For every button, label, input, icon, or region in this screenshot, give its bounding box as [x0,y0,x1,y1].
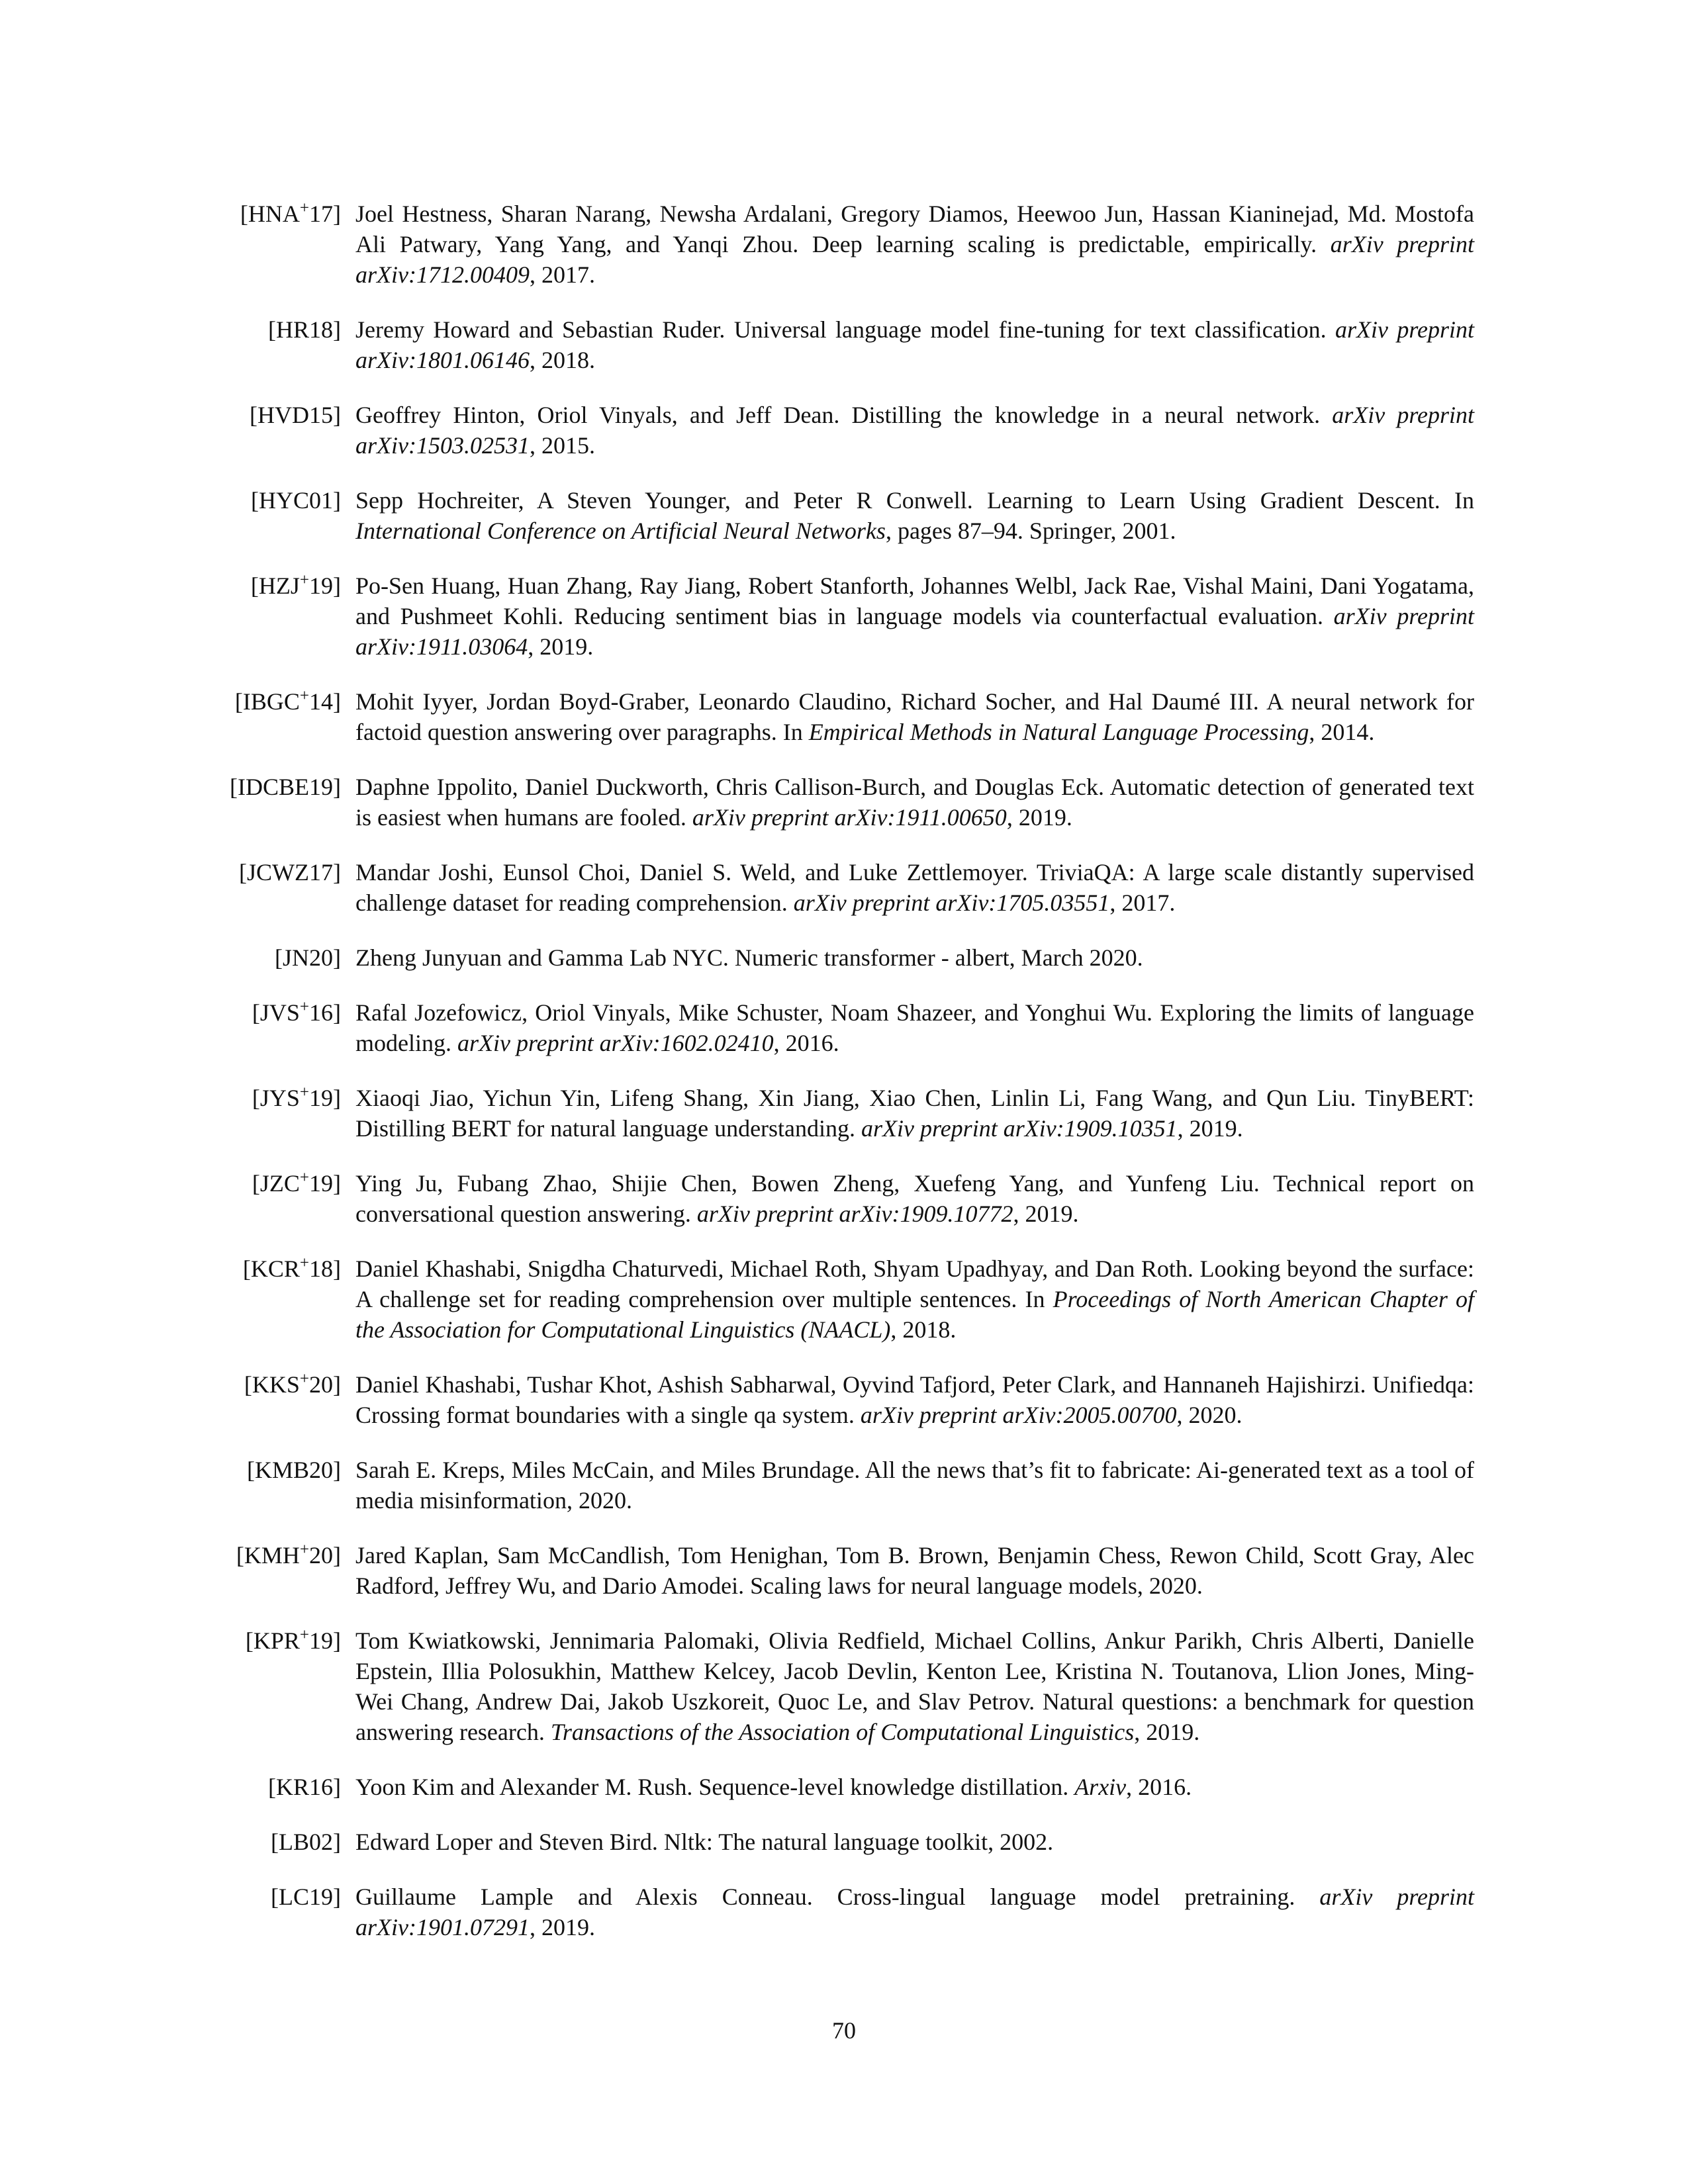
citation-key: [IDCBE19] [230,774,341,800]
reference-entry [0,857,1688,918]
reference-text: Sepp Hochreiter, A Steven Younger, and Peter R Conwell. Learning to Learn Using Gradient Descent. In International Conference on Artificial Neural Networks, pages 87–94. Springer, 2001. [355,487,1474,544]
bibliography [0,199,1688,1967]
citation-key: [KKS+20] [244,1370,341,1398]
reference-entry [0,400,1688,461]
reference-text: Daphne Ippolito, Daniel Duckworth, Chris Callison-Burch, and Douglas Eck. Automatic detection of generated text is easiest when humans are fooled. arXiv preprint arXiv:1911.00650, 2019. [355,774,1474,831]
reference-venue: arXiv preprint arXiv:1911.03064 [355,603,1474,660]
citation-key: [JCWZ17] [239,859,341,886]
reference-entry [0,570,1688,662]
reference-venue: Empirical Methods in Natural Language Processing [808,719,1309,745]
reference-venue: arXiv preprint arXiv:1705.03551 [793,889,1110,916]
reference-text: Mandar Joshi, Eunsol Choi, Daniel S. Weld, and Luke Zettlemoyer. TriviaQA: A large scale distantly supervised challenge dataset for reading comprehension. arXiv preprint arXiv:1705.03551, 2017. [355,859,1474,916]
reference-entry [0,199,1688,290]
reference-venue: Proceedings of North American Chapter of the Association for Computational Linguistics (NAACL) [355,1286,1474,1343]
citation-key: [JZC+19] [252,1169,341,1197]
reference-venue: arXiv preprint arXiv:1909.10351 [861,1115,1178,1142]
page-number: 70 [832,2017,856,2044]
reference-text: Xiaoqi Jiao, Yichun Yin, Lifeng Shang, Xin Jiang, Xiao Chen, Linlin Li, Fang Wang, and Qun Liu. TinyBERT: Distilling BERT for natural language understanding. arXiv preprint arXiv:1909.10351, 2019. [355,1085,1474,1142]
citation-key: [HZJ+19] [250,571,341,599]
reference-text: Geoffrey Hinton, Oriol Vinyals, and Jeff Dean. Distilling the knowledge in a neural network. arXiv preprint arXiv:1503.02531, 2015. [355,402,1474,459]
reference-entry [0,686,1688,747]
reference-entry [0,1083,1688,1144]
reference-entry [0,942,1688,973]
reference-text: Jeremy Howard and Sebastian Ruder. Universal language model fine-tuning for text classification. arXiv preprint arXiv:1801.06146, 2018. [355,316,1474,373]
citation-key: [KMH+20] [236,1541,341,1569]
reference-venue: Transactions of the Association of Computational Linguistics [550,1719,1135,1745]
reference-entry [0,1827,1688,1857]
reference-text: Guillaume Lample and Alexis Conneau. Cross-lingual language model pretraining. arXiv preprint arXiv:1901.07291, 2019. [355,1884,1474,1940]
citation-key: [HYC01] [250,487,341,514]
reference-entry [0,1882,1688,1942]
reference-venue: arXiv preprint arXiv:1909.10772 [696,1201,1013,1227]
reference-text: Po-Sen Huang, Huan Zhang, Ray Jiang, Robert Stanforth, Johannes Welbl, Jack Rae, Vishal Maini, Dani Yogatama, and Pushmeet Kohli. Reducing sentiment bias in language models via counterfactual evaluation. arXiv preprint arXiv:1911.03064, 2019. [355,572,1474,660]
reference-entry [0,1772,1688,1802]
reference-entry [0,1369,1688,1430]
reference-entry [0,997,1688,1058]
reference-entry [0,1540,1688,1601]
reference-venue: arXiv preprint arXiv:1801.06146 [355,316,1474,373]
reference-venue: arXiv preprint arXiv:1503.02531 [355,402,1474,459]
citation-key: [IBGC+14] [234,687,341,715]
citation-key: [HNA+17] [240,199,341,227]
reference-text: Daniel Khashabi, Tushar Khot, Ashish Sabharwal, Oyvind Tafjord, Peter Clark, and Hannaneh Hajishirzi. Unifiedqa: Crossing format boundaries with a single qa system. arXiv preprint arXiv:2005.00700, 2020. [355,1371,1474,1428]
reference-text: Daniel Khashabi, Snigdha Chaturvedi, Michael Roth, Shyam Upadhyay, and Dan Roth. Looking beyond the surface: A challenge set for reading comprehension over multiple sentences. In Proceedings of North American Chapter of the Association for Computational Linguistics (NAACL), 2018. [355,1255,1474,1343]
reference-text: Joel Hestness, Sharan Narang, Newsha Ardalani, Gregory Diamos, Heewoo Jun, Hassan Kianinejad, Md. Mostofa Ali Patwary, Yang Yang, and Yanqi Zhou. Deep learning scaling is predictable, empirically. arXiv preprint arXiv:1712.00409, 2017. [355,201,1474,288]
reference-venue: arXiv preprint arXiv:1911.00650 [692,804,1007,831]
reference-entry [0,314,1688,375]
reference-venue: arXiv preprint arXiv:1901.07291 [355,1884,1474,1940]
citation-key: [LB02] [270,1829,341,1855]
reference-entry [0,1168,1688,1229]
citation-key: [JYS+19] [252,1083,341,1111]
reference-text: Rafal Jozefowicz, Oriol Vinyals, Mike Schuster, Noam Shazeer, and Yonghui Wu. Exploring the limits of language modeling. arXiv preprint arXiv:1602.02410, 2016. [355,999,1474,1056]
citation-key: [JVS+16] [252,998,341,1026]
reference-venue: arXiv preprint arXiv:1602.02410 [457,1030,774,1056]
reference-venue: arXiv preprint arXiv:1712.00409 [355,231,1474,288]
citation-key: [KCR+18] [242,1254,341,1282]
reference-text: Jared Kaplan, Sam McCandlish, Tom Henighan, Tom B. Brown, Benjamin Chess, Rewon Child, Scott Gray, Alec Radford, Jeffrey Wu, and Dario Amodei. Scaling laws for neural language models, 2020. [355,1542,1474,1599]
reference-text: Ying Ju, Fubang Zhao, Shijie Chen, Bowen Zheng, Xuefeng Yang, and Yunfeng Liu. Technical report on conversational question answering. arXiv preprint arXiv:1909.10772, 2019. [355,1170,1474,1227]
reference-text: Mohit Iyyer, Jordan Boyd-Graber, Leonardo Claudino, Richard Socher, and Hal Daumé III. A neural network for factoid question answering over paragraphs. In Empirical Methods in Natural Language Processing, 2014. [355,688,1474,745]
reference-entry [0,772,1688,833]
reference-entry [0,1625,1688,1747]
citation-key: [KMB20] [246,1457,341,1483]
reference-entry [0,1253,1688,1345]
citation-key: [HR18] [267,316,341,343]
reference-venue: Arxiv [1074,1774,1127,1800]
reference-venue: International Conference on Artificial Neural Networks [355,518,886,544]
reference-entry [0,1455,1688,1516]
reference-text: Zheng Junyuan and Gamma Lab NYC. Numeric transformer - albert, March 2020. [355,944,1143,971]
reference-text: Edward Loper and Steven Bird. Nltk: The natural language toolkit, 2002. [355,1829,1054,1855]
reference-text: Yoon Kim and Alexander M. Rush. Sequence-level knowledge distillation. Arxiv, 2016. [355,1774,1192,1800]
citation-key: [LC19] [270,1884,341,1910]
citation-key: [JN20] [274,944,341,971]
citation-key: [KR16] [267,1774,341,1800]
reference-entry [0,485,1688,546]
reference-venue: arXiv preprint arXiv:2005.00700 [860,1402,1177,1428]
reference-text: Sarah E. Kreps, Miles McCain, and Miles Brundage. All the news that’s fit to fabricate: Ai-generated text as a tool of media misinformation, 2020. [355,1457,1474,1514]
citation-key: [KPR+19] [245,1626,341,1654]
reference-text: Tom Kwiatkowski, Jennimaria Palomaki, Olivia Redfield, Michael Collins, Ankur Parikh, Chris Alberti, Danielle Epstein, Illia Polosukhin, Matthew Kelcey, Jacob Devlin, Kenton Lee, Kristina N. Toutanova, Llion Jones, Ming-Wei Chang, Andrew Dai, Jakob Uszkoreit, Quoc Le, and Slav Petrov. Natural questions: a benchmark for question answering research. Transactions of the Association of Computational Linguistics, 2019. [355,1627,1474,1745]
citation-key: [HVD15] [250,402,341,428]
